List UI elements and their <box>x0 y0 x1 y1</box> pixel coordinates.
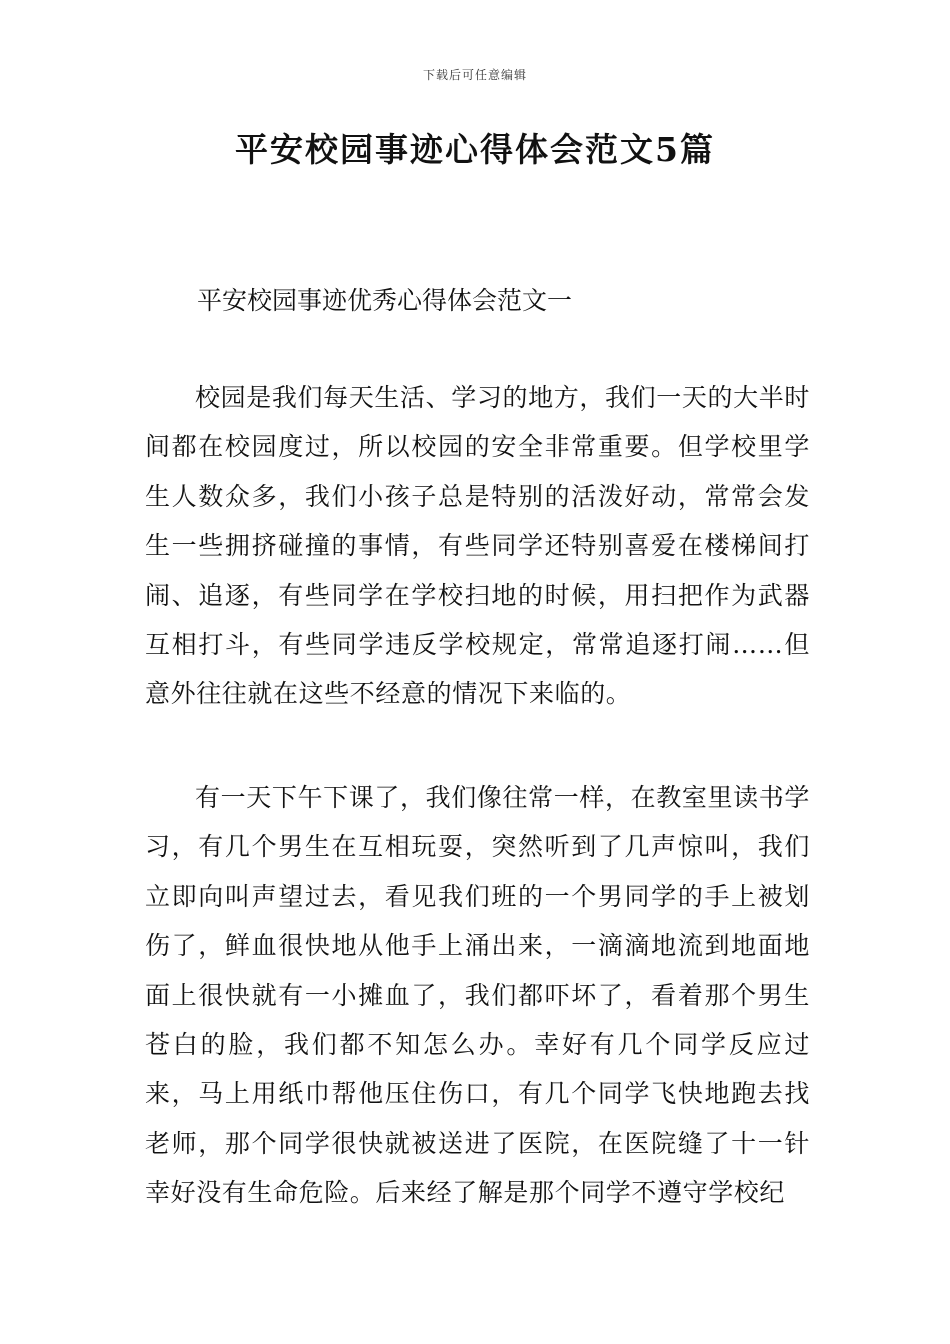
header-note: 下载后可任意编辑 <box>422 68 527 82</box>
paragraph-2: 有一天下午下课了，我们像往常一样，在教室里读书学习，有几个男生在互相玩耍，突然听到了几声惊叫，我们立即向叫声望过去，看见我们班的一个男同学的手上被划伤了，鲜血很快地从他手上涌出来，一滴滴地流到地面地面上很快就有一小摊血了，我们都吓坏了，看着那个男生苍白的脸，我们都不知怎么办。幸好有几个同学反应过来，马上用纸巾帮他压住伤口，有几个同学飞快地跑去找老师，那个同学很快就被送进了医院，在医院缝了十一针幸好没有生命危险。后来经了解是那个同学不遵守学校纪 <box>145 783 810 1208</box>
document-title: 平安校园事迹心得体会范文5篇 <box>235 130 715 169</box>
paragraph-1: 校园是我们每天生活、学习的地方，我们一天的大半时间都在校园度过，所以校园的安全非常重要。但学校里学生人数众多，我们小孩子总是特别的活泼好动，常常会发生一些拥挤碰撞的事情，有些同学还特别喜爱在楼梯间打闹、追逐，有些同学在学校扫地的时候，用扫把作为武器互相打斗，有些同学违反学校规定，常常追逐打闹……但意外往往就在这些不经意的情况下来临的。 <box>145 383 810 709</box>
section-subtitle: 平安校园事迹优秀心得体会范文一 <box>197 286 573 315</box>
